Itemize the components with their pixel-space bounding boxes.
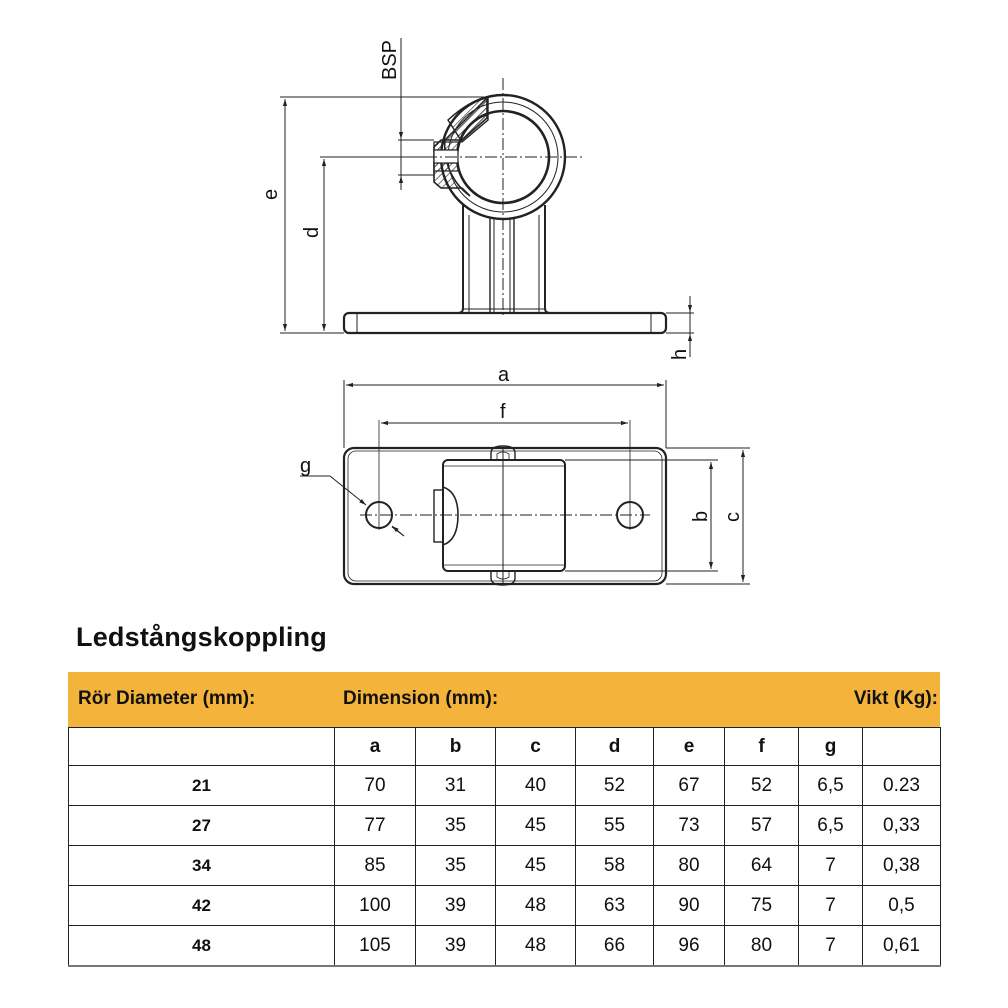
col-head-g: g — [799, 728, 863, 766]
column-header-row — [69, 728, 941, 766]
cell-weight: 0,33 — [863, 806, 941, 846]
cell-c: 48 — [496, 926, 576, 967]
cell-b: 35 — [416, 806, 496, 846]
cell-d: 55 — [576, 806, 654, 846]
cell-b: 39 — [416, 886, 496, 926]
col-head-e: e — [654, 728, 725, 766]
cell-e: 80 — [654, 846, 725, 886]
table-header-bar — [68, 672, 940, 727]
cell-c: 45 — [496, 846, 576, 886]
cell-e: 96 — [654, 926, 725, 967]
cell-weight: 0,61 — [863, 926, 941, 967]
header-pipe-diameter: Rör Diameter (mm): — [78, 688, 256, 709]
cell-d: 66 — [576, 926, 654, 967]
col-head-d: d — [576, 728, 654, 766]
label-bsp: BSP — [379, 39, 401, 80]
cell-c: 40 — [496, 766, 576, 806]
cell-f: 57 — [725, 806, 799, 846]
cell-e: 67 — [654, 766, 725, 806]
col-head-f: f — [725, 728, 799, 766]
label-b: b — [690, 510, 712, 522]
cell-g: 7 — [799, 846, 863, 886]
cell-pipe: 34 — [69, 846, 335, 886]
cell-g: 6,5 — [799, 766, 863, 806]
cell-e: 90 — [654, 886, 725, 926]
table-row — [69, 886, 941, 926]
table-row — [69, 806, 941, 846]
label-d: d — [301, 226, 323, 238]
col-head-c: c — [496, 728, 576, 766]
cell-c: 48 — [496, 886, 576, 926]
cell-b: 39 — [416, 926, 496, 967]
label-f: f — [500, 401, 506, 423]
cell-f: 80 — [725, 926, 799, 967]
cell-pipe: 48 — [69, 926, 335, 967]
cell-f: 75 — [725, 886, 799, 926]
cell-a: 70 — [335, 766, 416, 806]
spec-table — [68, 672, 940, 967]
side-view — [344, 78, 666, 333]
cell-f: 52 — [725, 766, 799, 806]
label-c: c — [722, 512, 744, 522]
col-head-pipe — [69, 728, 335, 766]
cell-pipe: 27 — [69, 806, 335, 846]
col-head-b: b — [416, 728, 496, 766]
cell-c: 45 — [496, 806, 576, 846]
cell-b: 31 — [416, 766, 496, 806]
header-dimension: Dimension (mm): — [343, 688, 499, 709]
cell-g: 7 — [799, 926, 863, 967]
cell-d: 52 — [576, 766, 654, 806]
cell-d: 63 — [576, 886, 654, 926]
product-title: Ledstångskoppling — [76, 622, 327, 652]
label-g: g — [300, 455, 312, 477]
cell-g: 6,5 — [799, 806, 863, 846]
col-head-a: a — [335, 728, 416, 766]
cell-d: 58 — [576, 846, 654, 886]
top-view — [344, 420, 666, 585]
cell-a: 105 — [335, 926, 416, 967]
cell-a: 100 — [335, 886, 416, 926]
cell-b: 35 — [416, 846, 496, 886]
col-head-weight — [863, 728, 941, 766]
cell-f: 64 — [725, 846, 799, 886]
cell-pipe: 42 — [69, 886, 335, 926]
cell-a: 85 — [335, 846, 416, 886]
table-row — [69, 926, 941, 967]
cell-a: 77 — [335, 806, 416, 846]
cell-weight: 0.23 — [863, 766, 941, 806]
label-e: e — [260, 188, 282, 200]
label-a: a — [498, 364, 510, 386]
cell-e: 73 — [654, 806, 725, 846]
table-row — [69, 846, 941, 886]
cell-pipe: 21 — [69, 766, 335, 806]
dimension-table — [68, 727, 941, 967]
cell-weight: 0,38 — [863, 846, 941, 886]
table-row — [69, 766, 941, 806]
cell-g: 7 — [799, 886, 863, 926]
header-weight: Vikt (Kg): — [853, 688, 938, 709]
label-h: h — [669, 348, 691, 360]
cell-weight: 0,5 — [863, 886, 941, 926]
